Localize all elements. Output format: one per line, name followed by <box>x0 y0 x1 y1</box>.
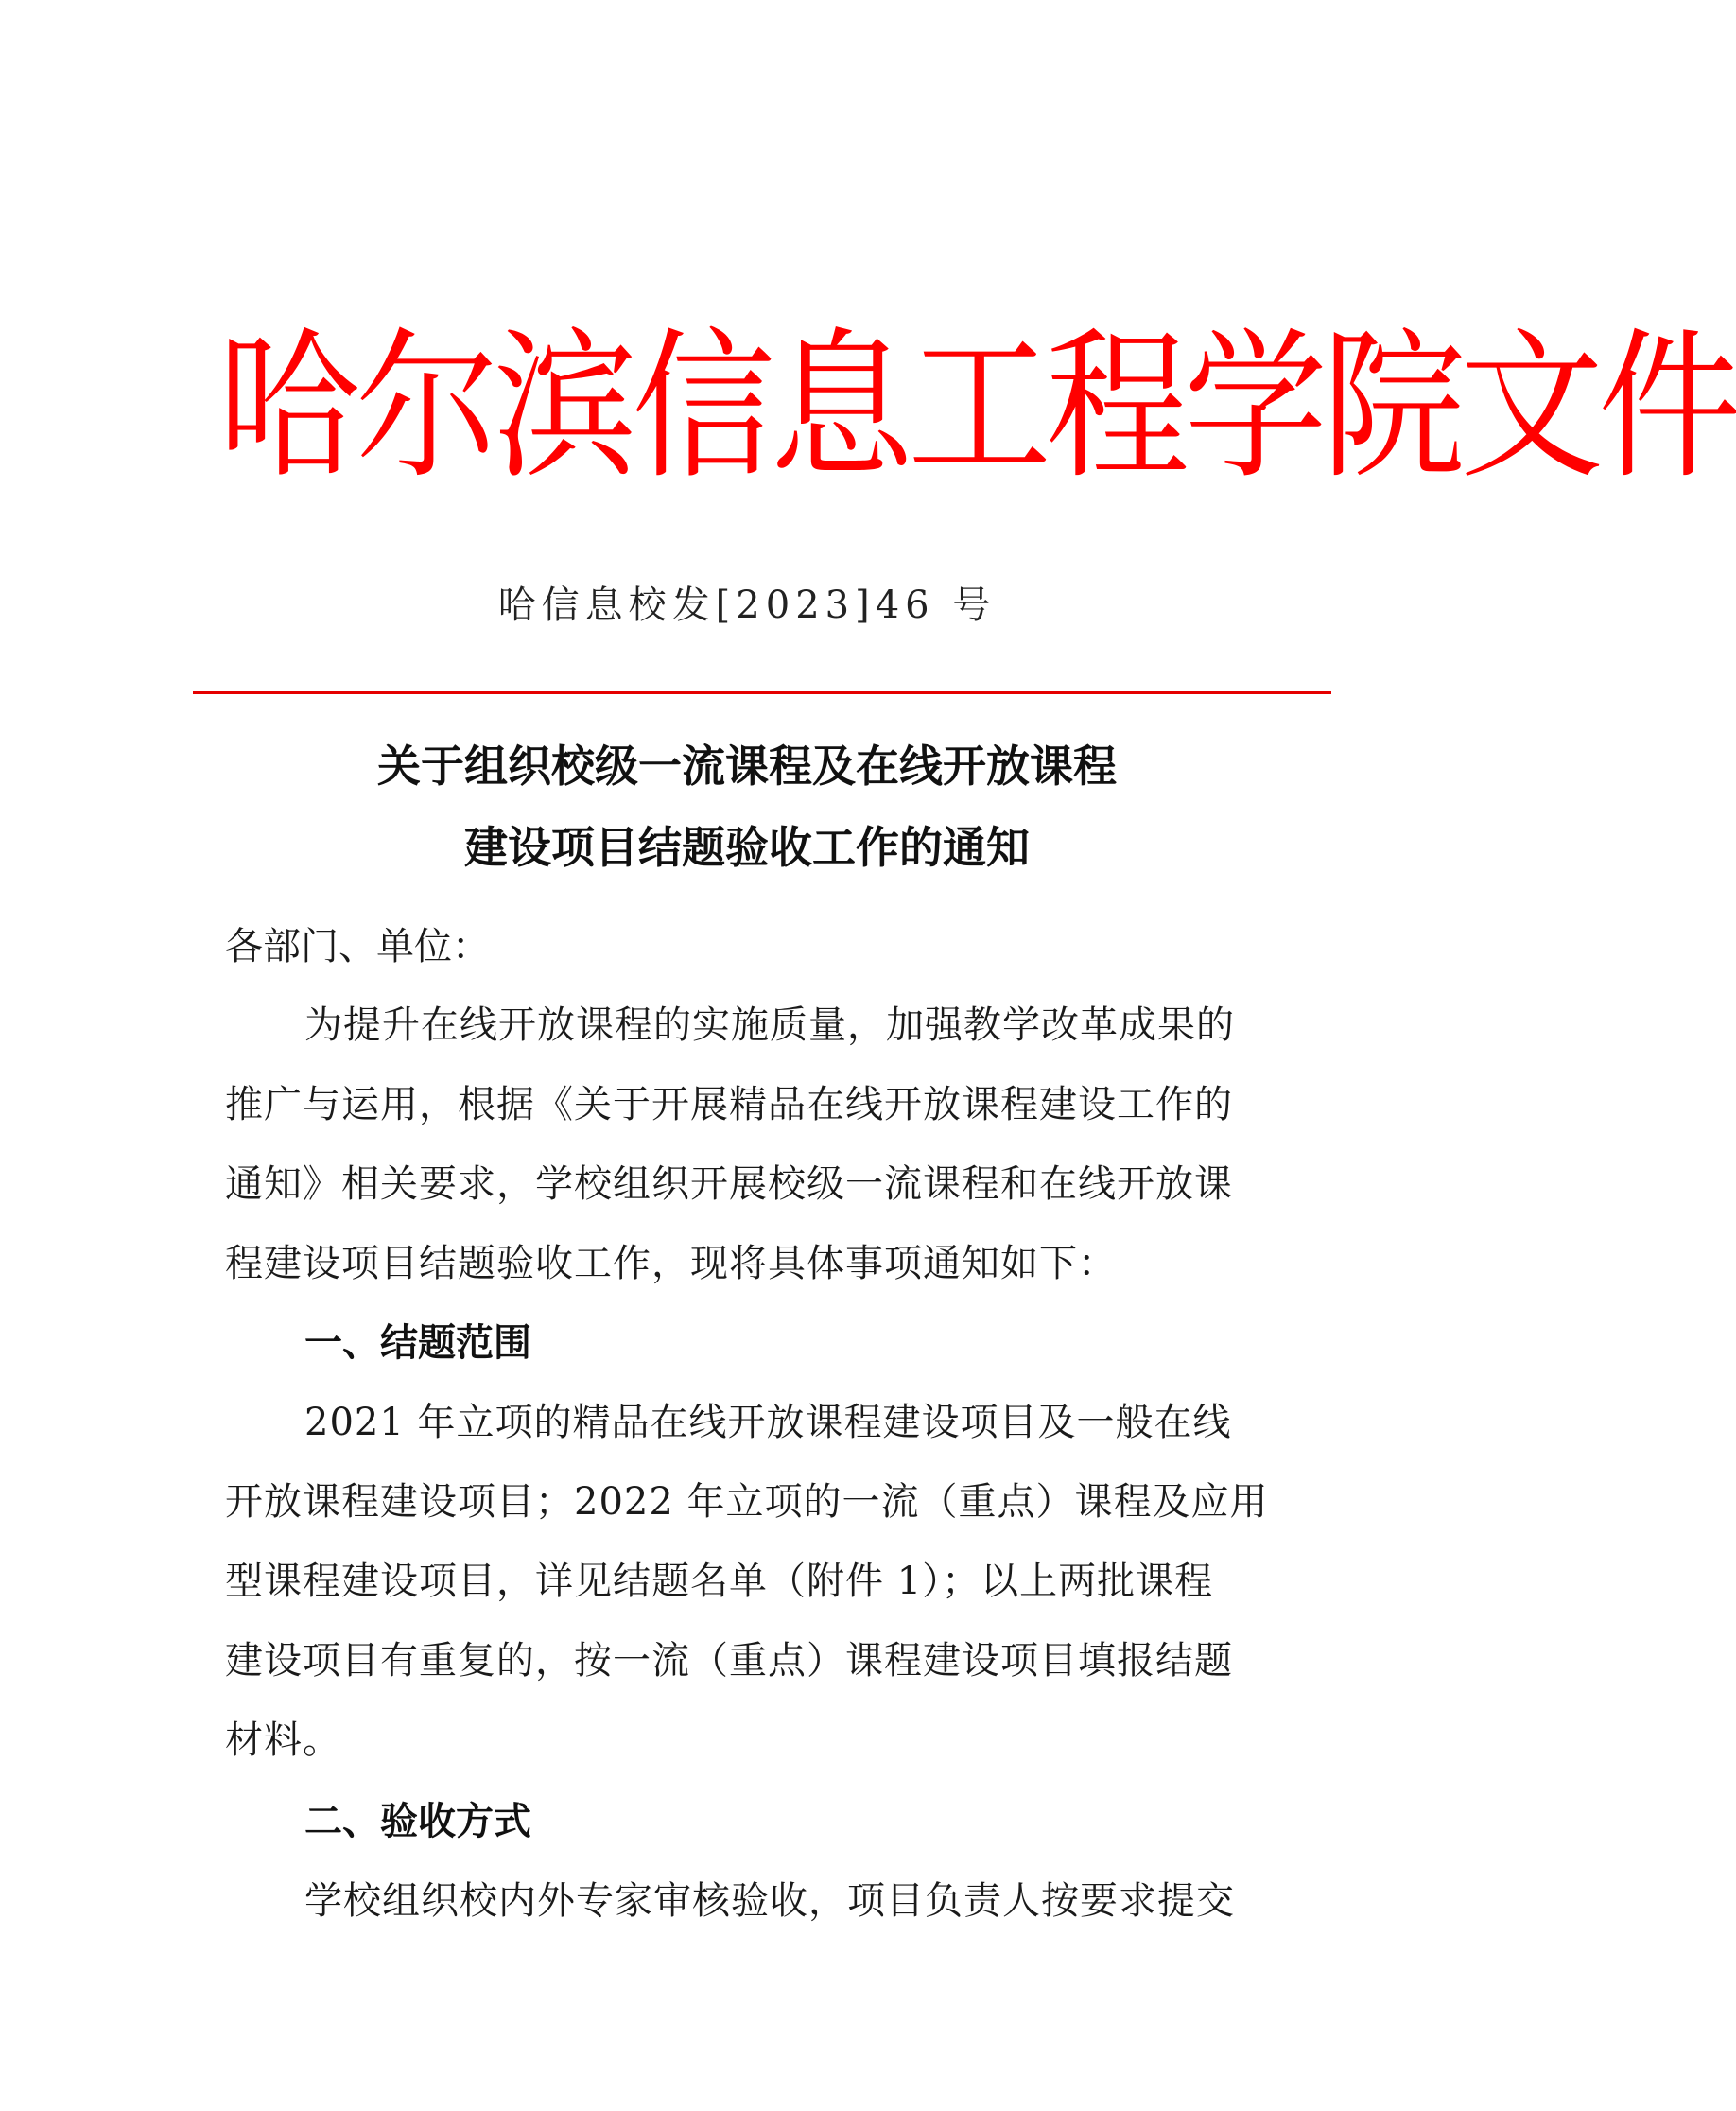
section-1-line-1: 2021 年立项的精品在线开放课程建设项目及一般在线 <box>304 1401 1232 1444</box>
section-1-line-5: 材料。 <box>225 1718 341 1762</box>
section-2-heading: 二、验收方式 <box>304 1800 531 1843</box>
section-1-line-2: 开放课程建设项目；2022 年立项的一流（重点）课程及应用 <box>225 1480 1269 1524</box>
document-number: 哈信息校发[2023]46 号 <box>497 584 997 627</box>
section-1-heading: 一、结题范围 <box>304 1321 531 1365</box>
red-divider-rule <box>193 691 1331 694</box>
intro-line-2: 推广与运用，根据《关于开展精品在线开放课程建设工作的 <box>225 1083 1233 1126</box>
notice-title-line-2: 建设项目结题验收工作的通知 <box>464 822 1030 873</box>
salutation: 各部门、单位： <box>225 925 490 968</box>
intro-line-4: 程建设项目结题验收工作，现将具体事项通知如下： <box>225 1242 1117 1285</box>
section-2-line-1: 学校组织校内外专家审核验收，项目负责人按要求提交 <box>304 1879 1235 1923</box>
notice-title-line-1: 关于组织校级一流课程及在线开放课程 <box>377 741 1117 792</box>
section-1-line-3: 型课程建设项目，详见结题名单（附件 1）；以上两批课程 <box>225 1560 1214 1603</box>
intro-line-3: 通知》相关要求，学校组织开展校级一流课程和在线开放课 <box>225 1162 1233 1206</box>
masthead-title: 哈尔滨信息工程学院文件 <box>217 313 1736 501</box>
section-1-line-4: 建设项目有重复的，按一流（重点）课程建设项目填报结题 <box>225 1639 1233 1683</box>
intro-line-1: 为提升在线开放课程的实施质量，加强教学改革成果的 <box>304 1003 1235 1047</box>
